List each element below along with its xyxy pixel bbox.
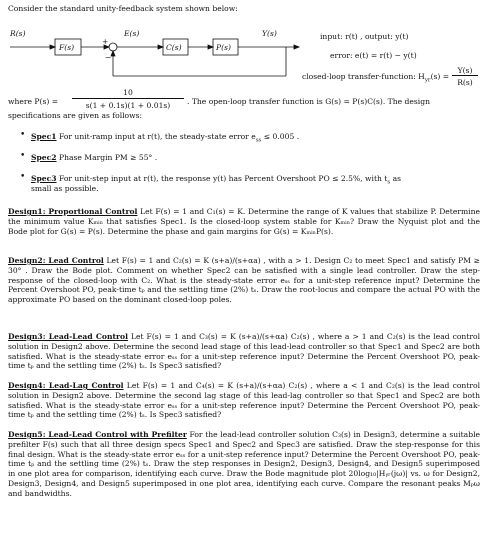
tf-label: closed-loop transfer-function: $H_{yr}(s)$ = (302, 72, 450, 84)
spec3-line2: small as possible. (31, 184, 99, 193)
plant-num: 10 (123, 88, 133, 97)
spec1: Spec1 For unit-ramp input at r(t), the steady-state error $e_{ss} \le 0.005$ . (31, 132, 300, 144)
spec3: Spec3 For unit-step input at r(t), the response y(t) has Percent Overshoot PO ≤ 2.5%, with $t_s$ as (31, 174, 402, 186)
tf-num: Y(s) (457, 66, 473, 75)
block-C: C(s) (166, 43, 182, 52)
plant-where: where P(s) = (8, 97, 59, 106)
spec2: Spec2 Phase Margin PM ≥ 55° . (31, 153, 158, 162)
design5: Design5: Lead-Lead Control with Prefilter For the lead-lead controller solution C₃(s) in Design3, determine a suitable prefilter F(s) such that all three design specs Spec1 and Spec2 and Spec3 are satisfied. Draw the step-response for this final design. What is the steady-state error eₛₛ for a unit-step reference input? Determine the Percent Overshoot PO, peak-time tₚ and the settling time (2%) tₛ. Draw the step responses in Design2, Design3, Design4, and Design5 superimposed in one plot area for comparison, identifying each curve. Draw the Bode magnitude plot 20log₁₀|Hᵧᵣ(jω)| vs. ω for Design2, Design3, Design4, and Design5 superimposed in one plot area, identifying each curve. Compare the resonant peaks Mₚω and bandwidths. (8, 430, 480, 498)
io-text: input: r(t) , output: y(t) (320, 32, 409, 41)
plant-den: s(1 + 0.1s)(1 + 0.01s) (85, 101, 171, 110)
design4: Design4: Lead-Lag Control Let F(s) = 1 and C₄(s) = K (s+a)/(s+αa) C₂(s) , where a < 1 and C₂(s) is the lead control solution in Design2 above. Determine the second lag stage of this lead-lag controller so that Spec1 and Spec2 are both satisfied. What is the steady-state error eₛₛ for a unit-step reference input? Determine the Percent Overshoot PO, peak-time tₚ and the settling time (2%) tₛ. Is Spec3 satisfied? (8, 381, 480, 420)
design1: Design1: Proportional Control Let F(s) = 1 and C₁(s) = K. Determine the range of K values that stabilize P. Determine the minimum value Kₘᵢₙ that satisfies Spec1. Is the closed-loop system stable for Kₘᵢₙ? Draw the Nyquist plot and the Bode plot for G(s) = P(s). Determine the phase and gain margins for G(s) = KₘᵢₙP(s). (8, 207, 480, 236)
plant-fraction-bar (72, 98, 184, 99)
block-P: P(s) (216, 43, 231, 52)
intro-text: Consider the standard unity-feedback system shown below: (8, 4, 238, 13)
label-Y: Y(s) (262, 29, 277, 38)
block-F: F(s) (59, 43, 75, 52)
bullet: • (20, 172, 26, 182)
bullet: • (20, 130, 26, 140)
error-text: error: e(t) = r(t) − y(t) (330, 51, 417, 60)
sum-minus: − (105, 53, 112, 62)
bullet: • (20, 151, 26, 161)
design2: Design2: Lead Control Let F(s) = 1 and C₂(s) = K (s+a)/(s+αa) , with a > 1. Design C₂ to meet Spec1 and satisfy PM ≥ 30° . Draw the Bode plot. Comment on whether Spec2 can be satisfied with a single lead controller. Draw the step-response of the closed-loop with C₂. What is the steady-state error eₛₛ for a unit-step reference input? Determine the Percent Overshoot PO, peak-time tₚ and the settling time (2%) tₛ. Draw the root-locus and compare the actual PO with the approximate PO based on the dominant closed-loop poles. (8, 256, 480, 305)
spec-intro: specifications are given as follows: (8, 111, 143, 120)
sum-plus: + (102, 37, 109, 46)
label-R: R(s) (10, 29, 26, 38)
plant-after: . The open-loop transfer function is G(s) = P(s)C(s). The design (187, 97, 430, 106)
design3: Design3: Lead-Lead Control Let F(s) = 1 and C₃(s) = K (s+a)/(s+αa) C₂(s) , where a > 1 and C₂(s) is the lead control solution in Design2 above. Determine the second lead stage of this lead-lead controller so that Spec1 and Spec2 are both satisfied. What is the steady-state error eₛₛ for a unit-step reference input? Determine the Percent Overshoot PO, peak-time tₚ and the settling time (2%) tₛ. Is Spec3 satisfied? (8, 332, 480, 371)
tf-fraction-bar (452, 75, 478, 76)
label-E: E(s) (124, 29, 140, 38)
tf-den: R(s) (457, 78, 473, 87)
